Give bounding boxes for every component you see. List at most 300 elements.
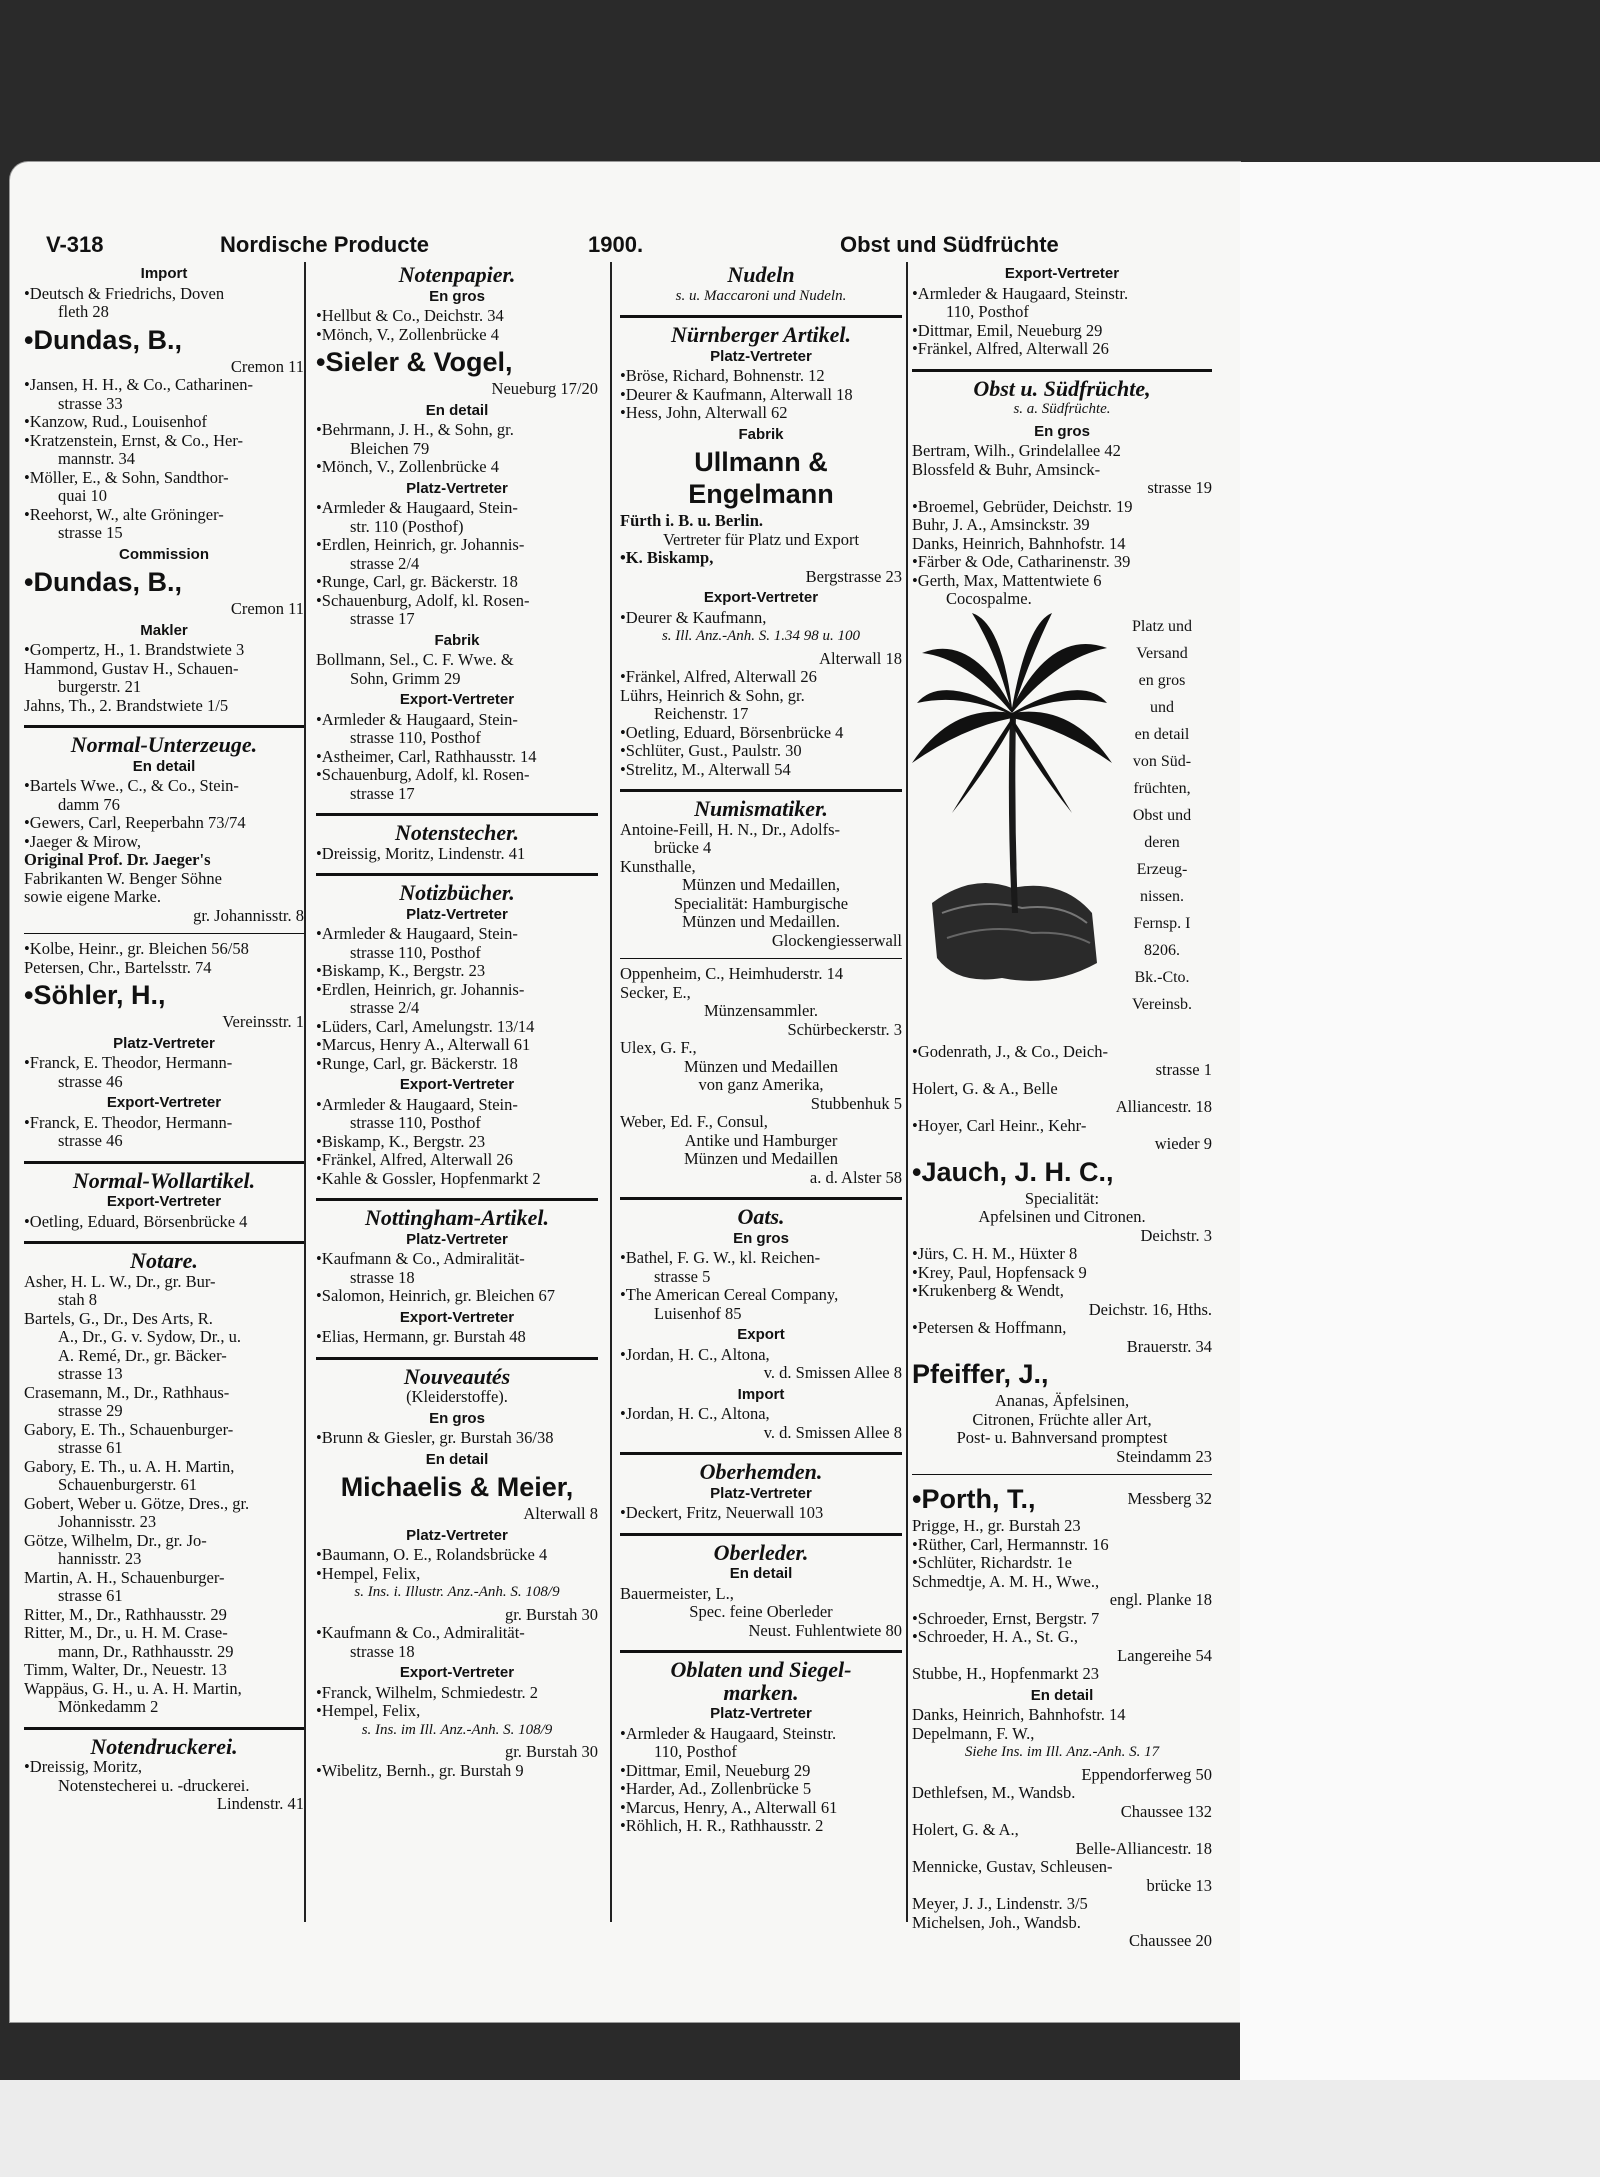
entry-centered-line: (Kleiderstoffe).	[406, 1387, 508, 1406]
entry-line: •Elias, Hermann, gr. Burstah 48	[316, 1327, 526, 1346]
column-divider	[610, 262, 612, 1922]
featured-firm-name: •Sieler & Vogel,	[316, 347, 513, 377]
entry-continuation: stah 8	[58, 1290, 97, 1309]
entry-continuation: strasse 2/4	[350, 998, 420, 1017]
category-heading: Obst u. Südfrüchte,	[973, 375, 1151, 401]
entry-line: •Dreissig, Moritz,	[24, 1757, 143, 1776]
entry-line: •Behrmann, J. H., & Sohn, gr.	[316, 420, 514, 439]
palm-side-line: Versand	[1136, 644, 1188, 662]
entry-line: •Schlüter, Richardstr. 1e	[912, 1553, 1072, 1572]
category-heading: Oats.	[737, 1204, 785, 1229]
entry-continuation: strasse 61	[58, 1586, 123, 1605]
entry-address: Alterwall 8	[523, 1504, 598, 1523]
entry-line: •Strelitz, M., Alterwall 54	[620, 759, 791, 779]
entry-line: •Rüther, Carl, Hermannstr. 16	[912, 1534, 1109, 1554]
palm-side-line: en detail	[1134, 725, 1190, 743]
entry-address: strasse 1	[1155, 1060, 1212, 1079]
cross-reference: s. Ins. im Ill. Anz.-Anh. S. 108/9	[361, 1721, 553, 1738]
category-heading: Nürnberger Artikel.	[670, 322, 852, 347]
section-rule	[24, 1727, 304, 1730]
entry-line: •Mönch, V., Zollenbrücke 4	[316, 324, 499, 344]
entry-line: Stubbe, H., Hopfenmarkt 23	[912, 1664, 1099, 1683]
palm-tree-illustration	[912, 613, 1112, 1033]
entry-address: Eppendorferweg 50	[1081, 1764, 1212, 1784]
section-rule	[620, 1533, 902, 1536]
entry-line: •Hellbut & Co., Deichstr. 34	[316, 306, 504, 325]
cocospalme-advert	[912, 613, 1212, 1043]
entry-centered-line: Ananas, Äpfelsinen,	[994, 1391, 1130, 1410]
palm-side-text	[1112, 613, 1212, 1018]
firm-name: •Porth, T.,	[912, 1484, 1036, 1514]
section-subheading: En detail	[132, 757, 196, 775]
header-right-title: Obst und Südfrüchte	[840, 232, 1059, 257]
section-subheading: Fabrik	[434, 631, 480, 649]
category-heading: Notenstecher.	[394, 820, 520, 845]
entry-line: •The American Cereal Company,	[620, 1285, 839, 1304]
entry-line: •Kahle & Gossler, Hopfenmarkt 2	[316, 1168, 541, 1188]
palm-side-line: von Süd-	[1132, 752, 1192, 770]
entry-line: •Jaeger & Mirow,	[24, 831, 141, 851]
entry-address: Vereinsstr. 1	[222, 1012, 304, 1031]
section-subheading: Import	[737, 1385, 785, 1403]
entry-line: •Armleder & Haugaard, Stein-	[316, 1094, 518, 1114]
entry-line: Ritter, M., Dr., u. H. M. Crase-	[24, 1623, 228, 1642]
cross-reference: s. a. Südfrüchte.	[1013, 401, 1111, 417]
entry-continuation: mannstr. 34	[58, 449, 135, 468]
entry-continuation: A., Dr., G. v. Sydow, Dr., u.	[58, 1327, 242, 1346]
category-heading: Notendruckerei.	[90, 1733, 238, 1759]
entry-centered-line: Münzensammler.	[703, 1001, 819, 1020]
entry-continuation: hannisstr. 23	[58, 1549, 142, 1568]
entry-line: •Godenrath, J., & Co., Deich-	[912, 1041, 1108, 1061]
entry-line: •Dittmar, Emil, Neueburg 29	[620, 1760, 811, 1780]
section-rule	[316, 873, 598, 876]
entry-address: gr. Johannisstr. 8	[193, 905, 304, 925]
entry-address: Deichstr. 3	[1140, 1225, 1212, 1245]
featured-firm-name: Ullmann & Engelmann	[688, 447, 834, 509]
entry-line: Kunsthalle,	[620, 856, 696, 876]
section-subheading: Import	[140, 265, 188, 282]
entry-continuation: strasse 13	[58, 1364, 123, 1383]
entry-continuation: strasse 17	[350, 783, 415, 803]
entry-continuation: mann, Dr., Rathhausstr. 29	[58, 1641, 234, 1661]
entry-line: Timm, Walter, Dr., Neuestr. 13	[24, 1660, 227, 1679]
category-heading: Nudeln	[727, 262, 795, 287]
entry-line: •Armleder & Haugaard, Stein-	[316, 498, 518, 517]
entry-continuation: Sohn, Grimm 29	[350, 668, 461, 688]
palm-side-line: Erzeug-	[1136, 860, 1188, 878]
entry-line: Petersen, Chr., Bartelsstr. 74	[24, 957, 212, 977]
entry-address: Lindenstr. 41	[216, 1794, 304, 1813]
entry-continuation: strasse 18	[350, 1267, 415, 1287]
section-rule	[316, 813, 598, 816]
section-subheading: Platz-Vertreter	[710, 347, 812, 365]
palm-side-line: nissen.	[1140, 887, 1184, 905]
section-subheading: Commission	[118, 545, 209, 563]
entry-line: •Schlüter, Gust., Paulstr. 30	[620, 741, 802, 760]
entry-line: •Deutsch & Friedrichs, Doven	[24, 283, 225, 303]
entry-continuation: fleth 28	[58, 302, 109, 321]
entry-line: •Oetling, Eduard, Börsenbrücke 4	[620, 722, 844, 742]
entry-line: •Kaufmann & Co., Admiralität-	[316, 1623, 525, 1642]
entry-line: •Petersen & Hoffmann,	[912, 1318, 1067, 1337]
entry-continuation: strasse 33	[58, 393, 123, 413]
entry-centered-line: Münzen und Medaillen,	[681, 875, 841, 894]
entry-address: Neueburg 17/20	[491, 379, 598, 398]
entry-address: strasse 19	[1147, 478, 1212, 497]
entry-line: Blossfeld & Buhr, Amsinck-	[912, 459, 1101, 479]
entry-line: Bauermeister, L.,	[620, 1583, 734, 1603]
section-subheading: Platz-Vertreter	[406, 905, 508, 923]
entry-line: Michelsen, Joh., Wandsb.	[912, 1912, 1081, 1932]
entry-line: •Deurer & Kaufmann, Alterwall 18	[620, 384, 853, 404]
section-subheading: Export	[737, 1326, 785, 1343]
entry-address: Steindamm 23	[1116, 1446, 1212, 1466]
entry-address: Bergstrasse 23	[805, 566, 902, 586]
entry-line: •Armleder & Haugaard, Steinstr.	[620, 1723, 837, 1743]
entry-line: •Salomon, Heinrich, gr. Bleichen 67	[316, 1286, 556, 1305]
entry-centered-line: von ganz Amerika,	[698, 1075, 824, 1094]
entry-address: Brauerstr. 34	[1126, 1336, 1212, 1356]
entry-line: •Bartels Wwe., C., & Co., Stein-	[24, 776, 239, 795]
entry-line: Meyer, J. J., Lindenstr. 3/5	[912, 1894, 1088, 1913]
section-rule	[316, 1357, 598, 1360]
entry-continuation: strasse 18	[350, 1641, 415, 1661]
entry-line: •Gompertz, H., 1. Brandstwiete 3	[24, 640, 245, 659]
emphasized-line: •K. Biskamp,	[620, 548, 714, 567]
section-rule	[316, 1198, 598, 1201]
entry-address: v. d. Smissen Allee 8	[763, 1363, 902, 1382]
column-4	[912, 262, 1212, 1951]
section-subheading: Platz-Vertreter	[113, 1034, 215, 1052]
entry-centered-line: Specialität:	[1024, 1188, 1100, 1208]
entry-continuation: Cocospalme.	[946, 589, 1032, 608]
entry-line: Dethlefsen, M., Wandsb.	[912, 1783, 1076, 1802]
entry-line: Buhr, J. A., Amsinckstr. 39	[912, 515, 1090, 534]
entry-line: •Armleder & Haugaard, Stein-	[316, 924, 518, 943]
thin-rule	[24, 933, 304, 934]
section-subheading: Export-Vertreter	[399, 1076, 515, 1093]
entry-centered-line: Münzen und Medaillen	[684, 1056, 838, 1076]
category-heading: marken.	[723, 1679, 799, 1705]
entry-continuation: quai 10	[58, 486, 108, 505]
section-rule	[24, 1161, 304, 1164]
category-heading: Oberhemden.	[699, 1459, 823, 1484]
entry-continuation: strasse 29	[58, 1401, 123, 1420]
featured-firm-name: Michaelis & Meier,	[340, 1472, 574, 1502]
entry-line: •Schroeder, H. A., St. G.,	[912, 1627, 1078, 1646]
section-subheading: En gros	[733, 1229, 789, 1247]
section-rule	[24, 725, 304, 728]
entry-line: Bollmann, Sel., C. F. Wwe. &	[316, 650, 514, 669]
entry-continuation: strasse 5	[654, 1266, 711, 1286]
entry-line: •Schauenburg, Adolf, kl. Rosen-	[316, 590, 530, 610]
section-rule	[620, 789, 902, 792]
page-number: V-318	[46, 232, 104, 257]
entry-line: sowie eigene Marke.	[24, 887, 161, 906]
section-subheading: Platz-Vertreter	[406, 479, 508, 497]
section-subheading: En detail	[425, 1450, 489, 1468]
section-subheading: Export-Vertreter	[399, 691, 515, 708]
entry-continuation: brücke 4	[654, 838, 712, 857]
header-year: 1900.	[588, 232, 644, 257]
entry-line: Lührs, Heinrich & Sohn, gr.	[620, 685, 805, 705]
entry-line: •Deurer & Kaufmann,	[620, 607, 767, 627]
entry-line: •Jordan, H. C., Altona,	[620, 1404, 770, 1423]
entry-line: Götze, Wilhelm, Dr., gr. Jo-	[24, 1530, 207, 1550]
section-subheading: Platz-Vertreter	[406, 1230, 508, 1248]
entry-line: Gabory, E. Th., u. A. H. Martin,	[24, 1456, 235, 1476]
entry-line: •Erdlen, Heinrich, gr. Johannis-	[316, 979, 525, 999]
palm-side-line: Fernsp. I	[1133, 914, 1191, 932]
palm-side-line: en gros	[1138, 671, 1186, 689]
entry-line: •Bathel, F. G. W., kl. Reichen-	[620, 1248, 821, 1267]
firm-address: Messberg 32	[1127, 1488, 1212, 1508]
category-heading: Nottingham-Artikel.	[365, 1205, 549, 1230]
entry-line: Bertram, Wilh., Grindelallee 42	[912, 441, 1121, 460]
palm-side-line: Platz und	[1132, 617, 1192, 635]
entry-line: •Krey, Paul, Hopfensack 9	[912, 1262, 1087, 1282]
fruit-section-bottom	[912, 1043, 1212, 1951]
section-subheading: Makler	[140, 621, 188, 639]
entry-continuation: Luisenhof 85	[654, 1303, 742, 1323]
featured-firm-name: •Dundas, B.,	[24, 567, 182, 597]
entry-address: Alliancestr. 18	[1115, 1097, 1212, 1116]
entry-centered-line: Vertreter für Platz und Export	[662, 529, 860, 549]
section-subheading: Fabrik	[738, 425, 784, 443]
section-subheading: Export-Vertreter	[1004, 265, 1120, 282]
entry-continuation: Notenstecherei u. -druckerei.	[58, 1775, 250, 1795]
section-subheading: En detail	[1030, 1686, 1094, 1704]
page-header	[40, 232, 1220, 262]
fruit-section-top	[912, 265, 1212, 609]
section-rule	[620, 1650, 902, 1653]
entry-line: •Harder, Ad., Zollenbrücke 5	[620, 1779, 812, 1798]
palm-side-line: und	[1150, 698, 1174, 716]
emphasized-line: Original Prof. Dr. Jaeger's	[24, 850, 211, 869]
cross-reference: s. u. Maccaroni und Nudeln.	[675, 287, 847, 304]
entry-line: Martin, A. H., Schauenburger-	[24, 1567, 225, 1587]
entry-line: •Kanzow, Rud., Louisenhof	[24, 412, 207, 431]
column-2	[316, 262, 598, 1780]
section-subheading: En gros	[1034, 422, 1090, 440]
entry-line: •Gerth, Max, Mattentwiete 6	[912, 570, 1102, 590]
palm-side-line: Bk.-Cto.	[1134, 968, 1190, 986]
entry-line: Ritter, M., Dr., Rathhausstr. 29	[24, 1604, 227, 1624]
entry-continuation: strasse 17	[350, 609, 415, 628]
entry-line: •Hess, John, Alterwall 62	[620, 403, 788, 422]
section-subheading: En detail	[729, 1565, 793, 1582]
section-subheading: Platz-Vertreter	[710, 1705, 812, 1722]
emphasized-line: Fürth i. B. u. Berlin.	[620, 511, 764, 530]
section-rule	[912, 369, 1212, 372]
entry-line: •Jansen, H. H., & Co., Catharinen-	[24, 375, 253, 394]
entry-line: •Hempel, Felix,	[316, 1701, 421, 1720]
entry-continuation: Schauenburgerstr. 61	[58, 1475, 198, 1494]
entry-line: •Kaufmann & Co., Admiralität-	[316, 1249, 525, 1268]
entry-line: •Möller, E., & Sohn, Sandthor-	[24, 467, 229, 487]
entry-continuation: Reichenstr. 17	[654, 704, 749, 723]
header-left-title: Nordische Producte	[220, 232, 430, 257]
entry-centered-line: Münzen und Medaillen.	[681, 912, 841, 931]
entry-address: Stubbenhuk 5	[810, 1093, 902, 1113]
entry-line: •Fränkel, Alfred, Alterwall 26	[620, 667, 817, 686]
entry-line: •Erdlen, Heinrich, gr. Johannis-	[316, 535, 525, 554]
entry-line: •Runge, Carl, gr. Bäckerstr. 18	[316, 1053, 518, 1073]
entry-line: •Franck, Wilhelm, Schmiedestr. 2	[316, 1682, 539, 1702]
category-heading: Oblaten und Siegel-	[670, 1657, 852, 1682]
entry-address: Alterwall 18	[819, 648, 902, 668]
entry-address: gr. Burstah 30	[504, 1742, 598, 1761]
category-heading: Normal-Wollartikel.	[72, 1167, 256, 1193]
column-3	[620, 262, 902, 1836]
entry-address: engl. Planke 18	[1109, 1590, 1212, 1609]
entry-line: •Deckert, Fritz, Neuerwall 103	[620, 1503, 824, 1522]
entry-address: Langereihe 54	[1117, 1645, 1212, 1665]
section-subheading: En detail	[425, 401, 489, 419]
entry-address: Belle-Alliancestr. 18	[1075, 1838, 1212, 1858]
entry-line: •Baumann, O. E., Rolandsbrücke 4	[316, 1545, 548, 1564]
entry-line: •Dreissig, Moritz, Lindenstr. 41	[316, 843, 526, 863]
category-heading: Notenpapier.	[398, 262, 516, 287]
entry-line: •Armleder & Haugaard, Steinstr.	[912, 283, 1129, 303]
entry-continuation: 110, Posthof	[654, 1742, 737, 1761]
entry-line: •Wibelitz, Bernh., gr. Burstah 9	[316, 1760, 524, 1780]
entry-address: Cremon 11	[230, 356, 304, 376]
category-heading: Normal-Unterzeuge.	[70, 732, 258, 757]
entry-line: Gobert, Weber u. Götze, Dres., gr.	[24, 1493, 250, 1513]
entry-line: •Hempel, Felix,	[316, 1563, 421, 1583]
entry-address: v. d. Smissen Allee 8	[763, 1422, 902, 1442]
entry-continuation: str. 110 (Posthof)	[350, 516, 464, 536]
entry-line: •Jordan, H. C., Altona,	[620, 1344, 770, 1364]
entry-address: gr. Burstah 30	[504, 1604, 598, 1624]
entry-continuation: strasse 110, Posthof	[350, 942, 481, 962]
entry-line: •Jürs, C. H. M., Hüxter 8	[912, 1244, 1078, 1263]
section-rule	[620, 1452, 902, 1455]
entry-line: Oppenheim, C., Heimhuderstr. 14	[620, 964, 844, 983]
entry-continuation: 110, Posthof	[946, 302, 1029, 321]
entry-continuation: strasse 110, Posthof	[350, 1113, 481, 1132]
entry-continuation: strasse 61	[58, 1438, 123, 1457]
entry-line: •Lüders, Carl, Amelungstr. 13/14	[316, 1016, 535, 1036]
section-subheading: Export-Vertreter	[399, 1308, 515, 1326]
entry-line: Hammond, Gustav H., Schauen-	[24, 658, 239, 678]
entry-address: Schürbeckerstr. 3	[787, 1019, 902, 1039]
section-subheading: Export-Vertreter	[703, 589, 819, 606]
category-heading: Notare.	[130, 1248, 198, 1273]
scan-right-margin	[1240, 162, 1600, 2080]
entry-centered-line: Apfelsinen und Citronen.	[978, 1207, 1146, 1226]
entry-line: Prigge, H., gr. Burstah 23	[912, 1516, 1081, 1535]
palm-side-line: deren	[1144, 833, 1180, 851]
entry-address: a. d. Alster 58	[809, 1167, 902, 1187]
featured-firm-name: •Jauch, J. H. C.,	[912, 1156, 1114, 1187]
palm-side-line: Obst und	[1132, 806, 1192, 824]
entry-line: Schmedtje, A. M. H., Wwe.,	[912, 1571, 1100, 1591]
thin-rule	[912, 1474, 1212, 1475]
featured-firm-name: •Dundas, B.,	[24, 324, 182, 355]
cross-reference: s. Ins. i. Illustr. Anz.-Anh. S. 108/9	[354, 1584, 560, 1600]
entry-continuation: strasse 2/4	[350, 553, 420, 573]
category-heading: Nouveautés	[403, 1363, 511, 1389]
entry-line: •Brunn & Giesler, gr. Burstah 36/38	[316, 1428, 554, 1447]
entry-address: Glockengiesserwall	[771, 930, 902, 950]
entry-line: Secker, E.,	[620, 982, 691, 1002]
entry-line: •Fränkel, Alfred, Alterwall 26	[912, 339, 1109, 358]
entry-line: Wappäus, G. H., u. A. H. Martin,	[24, 1678, 242, 1698]
entry-line: Gabory, E. Th., Schauenburger-	[24, 1419, 234, 1439]
featured-firm-name: Pfeiffer, J.,	[912, 1359, 1049, 1389]
palm-side-line: früchten,	[1133, 779, 1191, 797]
cross-reference: s. Ill. Anz.-Anh. S. 1.34 98 u. 100	[661, 628, 861, 644]
entry-line: •Armleder & Haugaard, Stein-	[316, 709, 518, 729]
featured-firm-name: •Söhler, H.,	[24, 980, 166, 1010]
entry-address: brücke 13	[1146, 1875, 1212, 1895]
entry-line: •Fränkel, Alfred, Alterwall 26	[316, 1150, 513, 1169]
entry-line: •Schauenburg, Adolf, kl. Rosen-	[316, 765, 530, 784]
entry-continuation: damm 76	[58, 794, 120, 814]
category-heading: Notizbücher.	[399, 880, 515, 905]
section-subheading: En gros	[429, 287, 485, 305]
entry-centered-line: Münzen und Medaillen	[684, 1149, 838, 1168]
entry-continuation: strasse 46	[58, 1131, 123, 1150]
section-rule	[620, 1197, 902, 1200]
section-subheading: Platz-Vertreter	[710, 1484, 812, 1502]
entry-line: •Franck, E. Theodor, Hermann-	[24, 1112, 233, 1132]
entry-address: Cremon 11	[230, 599, 304, 618]
entry-line: •Färber & Ode, Catharinenstr. 39	[912, 552, 1131, 571]
entry-line: •Runge, Carl, gr. Bäckerstr. 18	[316, 572, 518, 591]
section-subheading: Export-Vertreter	[399, 1664, 515, 1681]
entry-line: •Franck, E. Theodor, Hermann-	[24, 1053, 233, 1072]
category-heading: Oberleder.	[713, 1539, 809, 1565]
entry-line: Crasemann, M., Dr., Rathhaus-	[24, 1382, 230, 1402]
entry-line: Depelmann, F. W.,	[912, 1723, 1035, 1743]
column-divider	[304, 262, 306, 1922]
entry-address: Neust. Fuhlentwiete 80	[748, 1620, 902, 1640]
entry-line: •Kolbe, Heinr., gr. Bleichen 56/58	[24, 939, 249, 958]
entry-line: •Schroeder, Ernst, Bergstr. 7	[912, 1608, 1100, 1628]
entry-line: Ulex, G. F.,	[620, 1038, 697, 1057]
entry-line: Danks, Heinrich, Bahnhofstr. 14	[912, 533, 1126, 553]
entry-continuation: strasse 46	[58, 1071, 123, 1091]
entry-continuation: burgerstr. 21	[58, 677, 142, 696]
entry-line: •Gewers, Carl, Reeperbahn 73/74	[24, 813, 246, 832]
entry-line: •Marcus, Henry A., Alterwall 61	[316, 1035, 531, 1054]
entry-line: •Oetling, Eduard, Börsenbrücke 4	[24, 1211, 248, 1231]
entry-line: •Krukenberg & Wendt,	[912, 1281, 1064, 1300]
section-subheading: Export-Vertreter	[106, 1193, 222, 1210]
entry-centered-line: Post- u. Bahnversand promptest	[956, 1428, 1168, 1447]
entry-address: Chaussee 20	[1129, 1931, 1212, 1950]
entry-line: Asher, H. L. W., Dr., gr. Bur-	[24, 1271, 216, 1291]
section-subheading: Export-Vertreter	[106, 1094, 222, 1111]
entry-line: Jahns, Th., 2. Brandstwiete 1/5	[24, 695, 229, 715]
entry-address: wieder 9	[1154, 1134, 1212, 1153]
entry-line: Holert, G. & A., Belle	[912, 1078, 1058, 1098]
entry-continuation: strasse 15	[58, 523, 123, 542]
entry-line: •Astheimer, Carl, Rathhausstr. 14	[316, 746, 537, 766]
entry-line: Fabrikanten W. Benger Söhne	[24, 868, 222, 888]
section-subheading: Platz-Vertreter	[406, 1526, 508, 1544]
entry-line: Weber, Ed. F., Consul,	[620, 1112, 768, 1131]
entry-line: Mennicke, Gustav, Schleusen-	[912, 1857, 1113, 1876]
scan-bottom-margin	[0, 2080, 1600, 2177]
cross-reference: Siehe Ins. im Ill. Anz.-Anh. S. 17	[964, 1744, 1160, 1760]
entry-continuation: Johannisstr. 23	[58, 1512, 157, 1531]
featured-firm-name	[912, 1481, 1212, 1517]
